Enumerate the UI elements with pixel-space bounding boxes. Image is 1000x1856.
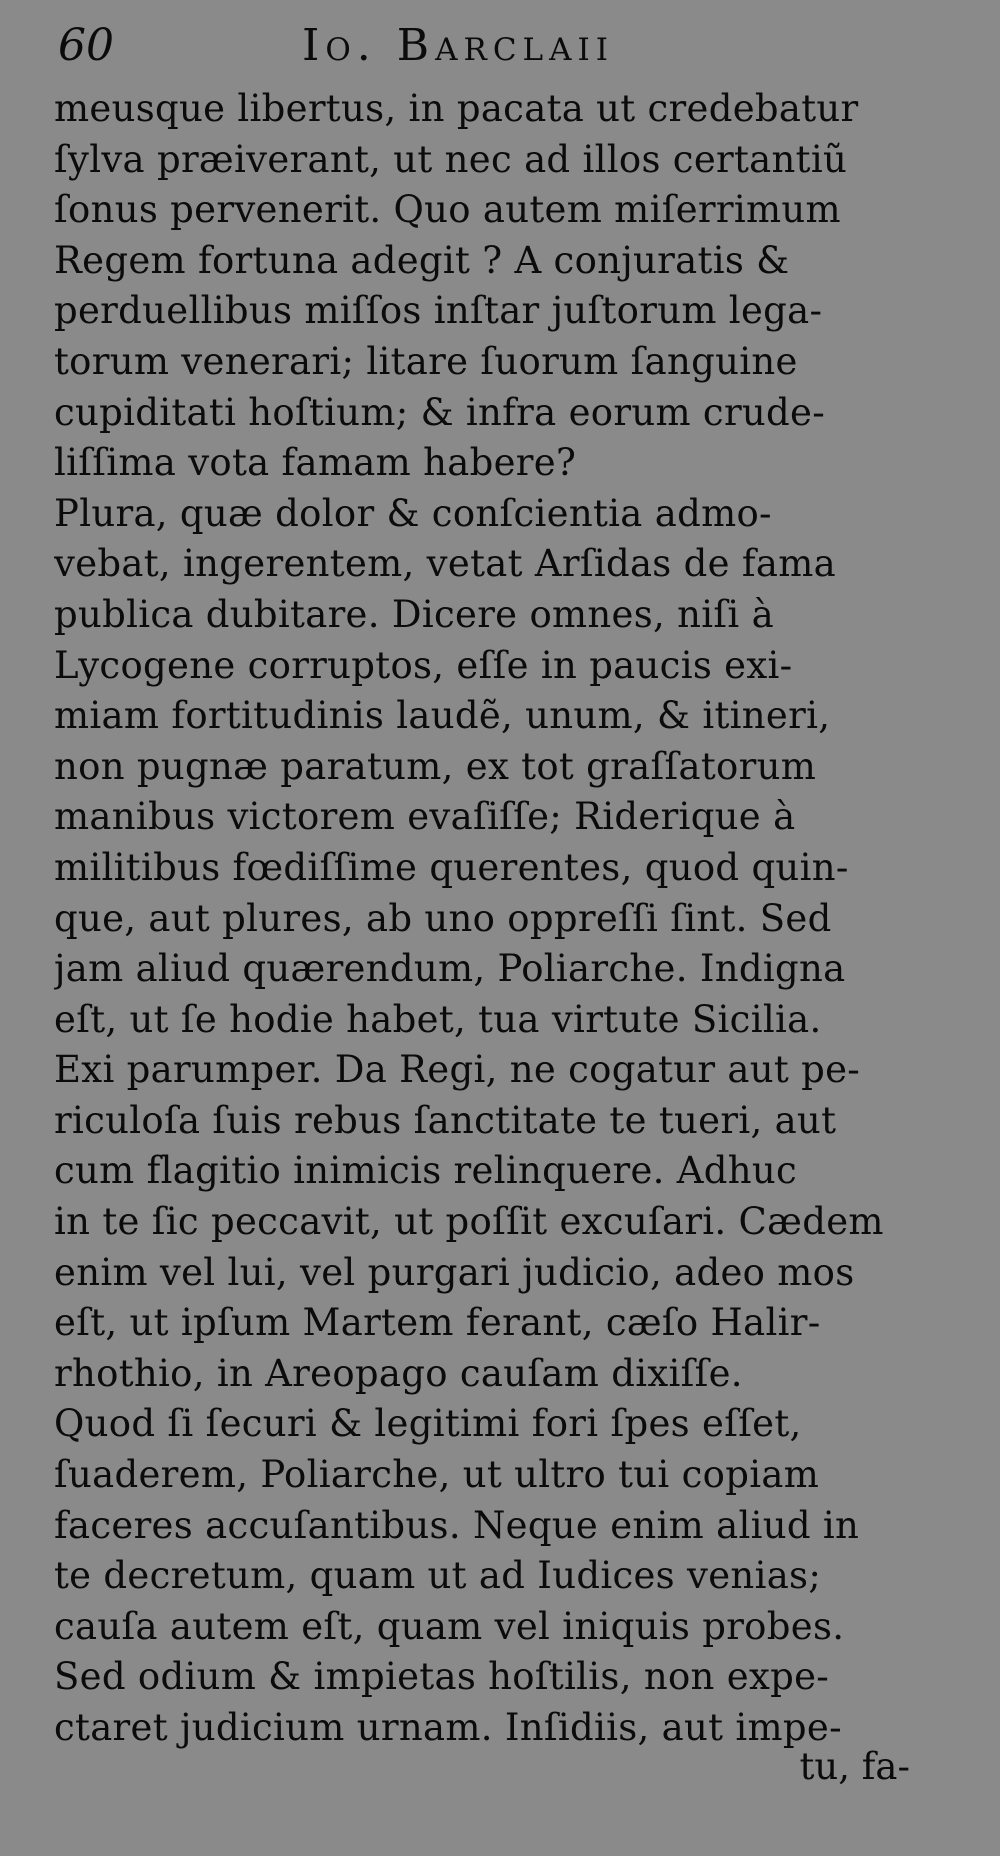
- text-line: Sed odium & impietas hoſtilis, non expe-: [54, 1655, 830, 1699]
- page-number: 60: [58, 20, 114, 71]
- text-line: meusque libertus, in pacata ut credebatur: [54, 87, 859, 130]
- text-line: perduellibus miſſos inſtar juſtorum lega-: [54, 289, 823, 333]
- text-line: cauſa autem eſt, quam vel iniquis probes.: [54, 1604, 845, 1648]
- text-line: eſt, ut ipſum Martem ferant, cæſo Halir-: [54, 1301, 821, 1345]
- running-head: Io. Barclaii: [302, 20, 615, 71]
- text-line: Plura, quæ dolor & conſcientia admo-: [54, 491, 772, 535]
- text-line: riculoſa ſuis rebus ſanctitate te tueri, aut: [54, 1098, 837, 1142]
- text-line: jam aliud quærendum, Poliarche. Indigna: [54, 947, 846, 991]
- text-line: in te ſic peccavit, ut poſſit excuſari. Cædem: [54, 1200, 884, 1244]
- text-line: enim vel lui, vel purgari judicio, adeo mos: [54, 1250, 855, 1294]
- text-line: cum flagitio inimicis relinquere. Adhuc: [54, 1149, 798, 1193]
- text-line: torum venerari; litare ſuorum ſanguine: [54, 339, 798, 383]
- text-line: Exi parumper. Da Regi, ne cogatur aut pe-: [54, 1048, 861, 1092]
- text-line: Lycogene corruptos, eſſe in paucis exi-: [54, 643, 793, 687]
- text-line: faceres accuſantibus. Neque enim aliud in: [54, 1503, 860, 1547]
- text-line: manibus victorem evaſiſſe; Riderique à: [54, 795, 796, 839]
- text-line: ſonus pervenerit. Quo autem miſerrimum: [54, 188, 841, 232]
- text-line: Quod ſi ſecuri & legitimi fori ſpes eſſet,: [54, 1402, 802, 1446]
- page-header: [58, 14, 738, 78]
- body-text: [54, 84, 929, 1754]
- text-line: que, aut plures, ab uno oppreſſi ſint. Sed: [54, 896, 832, 940]
- text-line: te decretum, quam ut ad Iudices venias;: [54, 1554, 822, 1598]
- catchword: tu, fa-: [799, 1745, 910, 1788]
- text-line: non pugnæ paratum, ex tot graſſatorum: [54, 744, 817, 788]
- text-line: ſuaderem, Poliarche, ut ultro tui copiam: [54, 1453, 820, 1497]
- text-line: eſt, ut ſe hodie habet, tua virtute Sicilia.: [54, 997, 822, 1041]
- text-line: publica dubitare. Dicere omnes, niſi à: [54, 592, 774, 636]
- text-line: Regem fortuna adegit ? A conjuratis &: [54, 238, 790, 282]
- text-line: militibus fœdiſſime querentes, quod quin-: [54, 845, 849, 889]
- text-line: miam fortitudinis laudẽ, unum, & itineri,: [54, 694, 831, 738]
- text-line: ſylva præiverant, ut nec ad illos certantiũ: [54, 137, 848, 181]
- text-line: liſſima vota famam habere?: [54, 441, 577, 485]
- text-line: rhothio, in Areopago cauſam dixiſſe.: [54, 1351, 743, 1395]
- text-line: cupiditati hoſtium; & infra eorum crude-: [54, 390, 826, 434]
- text-line: vebat, ingerentem, vetat Arſidas de fama: [54, 542, 836, 586]
- text-line: ctaret judicium urnam. Inſidiis, aut impe-: [54, 1706, 842, 1749]
